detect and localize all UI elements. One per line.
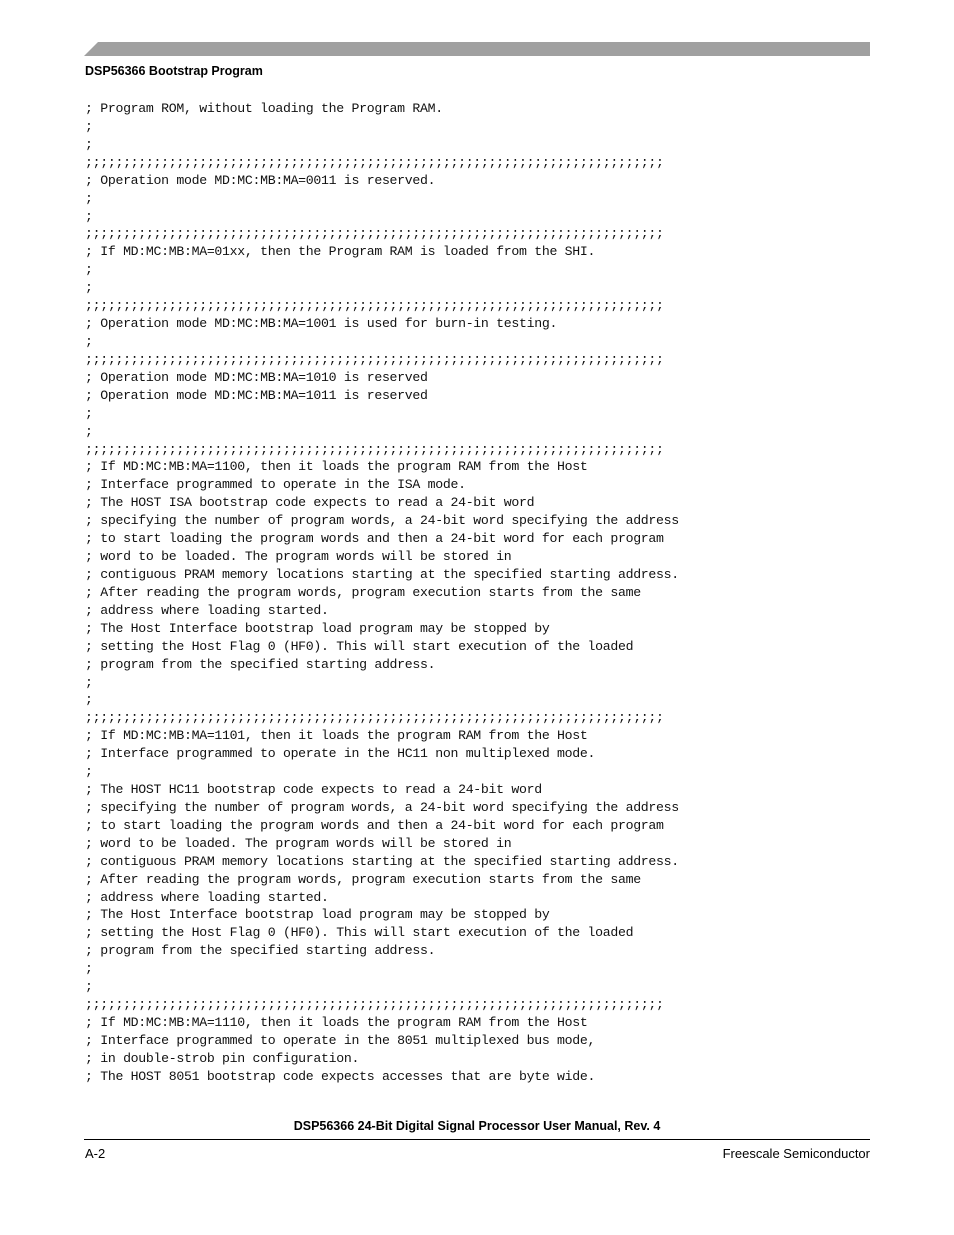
code-line: ; program from the specified starting address. — [85, 656, 436, 672]
code-line: ; contiguous PRAM memory locations starting at the specified starting address. — [85, 853, 679, 869]
header-bar-shape — [84, 42, 870, 56]
code-line: ; The Host Interface bootstrap load program may be stopped by — [85, 907, 550, 923]
code-line: ;;;;;;;;;;;;;;;;;;;;;;;;;;;;;;;;;;;;;;;;;;;;;;;;;;;;;;;;;;;;;;;;;;;;;;;;;;;; — [85, 351, 664, 367]
code-line: ; The HOST HC11 bootstrap code expects to read a 24-bit word — [85, 782, 542, 798]
code-line: ; After reading the program words, program execution starts from the same — [85, 584, 641, 600]
code-line: ; Interface programmed to operate in the HC11 non multiplexed mode. — [85, 746, 596, 762]
code-line: ; contiguous PRAM memory locations starting at the specified starting address. — [85, 566, 679, 582]
code-line: ; Program ROM, without loading the Program RAM. — [85, 101, 443, 116]
code-line: ; — [85, 262, 93, 278]
code-line: ;;;;;;;;;;;;;;;;;;;;;;;;;;;;;;;;;;;;;;;;;;;;;;;;;;;;;;;;;;;;;;;;;;;;;;;;;;;; — [85, 997, 664, 1013]
code-line: ; If MD:MC:MB:MA=1100, then it loads the program RAM from the Host — [85, 459, 588, 475]
code-line: ; — [85, 764, 93, 780]
code-line: ; specifying the number of program words, a 24-bit word specifying the address — [85, 513, 679, 529]
section-title: DSP56366 Bootstrap Program — [85, 64, 263, 78]
code-line: ; to start loading the program words and then a 24-bit word for each program — [85, 531, 664, 547]
code-line: ; address where loading started. — [85, 889, 329, 905]
header-bar — [84, 42, 870, 56]
code-line: ; — [85, 674, 93, 690]
code-line: ; — [85, 136, 93, 152]
code-line: ;;;;;;;;;;;;;;;;;;;;;;;;;;;;;;;;;;;;;;;;;;;;;;;;;;;;;;;;;;;;;;;;;;;;;;;;;;;; — [85, 441, 664, 457]
code-line: ; specifying the number of program words, a 24-bit word specifying the address — [85, 799, 679, 815]
company-name: Freescale Semiconductor — [722, 1146, 870, 1161]
code-line: ; setting the Host Flag 0 (HF0). This will start execution of the loaded — [85, 638, 634, 654]
code-line: ; — [85, 423, 93, 439]
code-line: ; Operation mode MD:MC:MB:MA=0011 is reserved. — [85, 172, 436, 188]
code-line: ; Interface programmed to operate in the 8051 multiplexed bus mode, — [85, 1032, 596, 1048]
code-line: ; — [85, 333, 93, 349]
code-line: ; — [85, 190, 93, 206]
code-line: ; The Host Interface bootstrap load program may be stopped by — [85, 620, 550, 636]
code-line: ;;;;;;;;;;;;;;;;;;;;;;;;;;;;;;;;;;;;;;;;;;;;;;;;;;;;;;;;;;;;;;;;;;;;;;;;;;;; — [85, 710, 664, 726]
manual-title: DSP56366 24-Bit Digital Signal Processor User Manual, Rev. 4 — [293, 1119, 661, 1133]
code-line: ; Interface programmed to operate in the ISA mode. — [85, 477, 466, 493]
code-line: ; to start loading the program words and then a 24-bit word for each program — [85, 817, 664, 833]
code-line: ; — [85, 405, 93, 421]
footer-divider — [84, 1139, 870, 1140]
code-line: ; — [85, 961, 93, 977]
code-line: ;;;;;;;;;;;;;;;;;;;;;;;;;;;;;;;;;;;;;;;;;;;;;;;;;;;;;;;;;;;;;;;;;;;;;;;;;;;; — [85, 298, 664, 314]
code-line: ; setting the Host Flag 0 (HF0). This will start execution of the loaded — [85, 925, 634, 941]
code-listing — [85, 100, 679, 1086]
code-line: ; If MD:MC:MB:MA=01xx, then the Program RAM is loaded from the SHI. — [85, 244, 596, 260]
code-line: ; If MD:MC:MB:MA=1110, then it loads the program RAM from the Host — [85, 1015, 588, 1031]
code-line: ; word to be loaded. The program words will be stored in — [85, 835, 512, 851]
code-line: ; Operation mode MD:MC:MB:MA=1001 is used for burn-in testing. — [85, 316, 558, 332]
code-line: ; The HOST 8051 bootstrap code expects accesses that are byte wide. — [85, 1068, 596, 1084]
code-line: ; If MD:MC:MB:MA=1101, then it loads the program RAM from the Host — [85, 728, 588, 744]
code-line: ; — [85, 280, 93, 296]
code-line: ; — [85, 118, 93, 134]
code-line: ; Operation mode MD:MC:MB:MA=1010 is reserved — [85, 369, 428, 385]
code-line: ; in double-strob pin configuration. — [85, 1050, 360, 1066]
code-line: ;;;;;;;;;;;;;;;;;;;;;;;;;;;;;;;;;;;;;;;;;;;;;;;;;;;;;;;;;;;;;;;;;;;;;;;;;;;; — [85, 226, 664, 242]
code-line: ; — [85, 979, 93, 995]
code-line: ; The HOST ISA bootstrap code expects to read a 24-bit word — [85, 495, 535, 511]
code-line: ; program from the specified starting address. — [85, 943, 436, 959]
code-line: ; address where loading started. — [85, 602, 329, 618]
code-line: ; word to be loaded. The program words will be stored in — [85, 549, 512, 565]
code-line: ; — [85, 692, 93, 708]
code-line: ; After reading the program words, program execution starts from the same — [85, 871, 641, 887]
code-line: ; Operation mode MD:MC:MB:MA=1011 is reserved — [85, 387, 428, 403]
code-line: ;;;;;;;;;;;;;;;;;;;;;;;;;;;;;;;;;;;;;;;;;;;;;;;;;;;;;;;;;;;;;;;;;;;;;;;;;;;; — [85, 154, 664, 170]
code-line: ; — [85, 208, 93, 224]
page-number: A-2 — [85, 1146, 106, 1161]
